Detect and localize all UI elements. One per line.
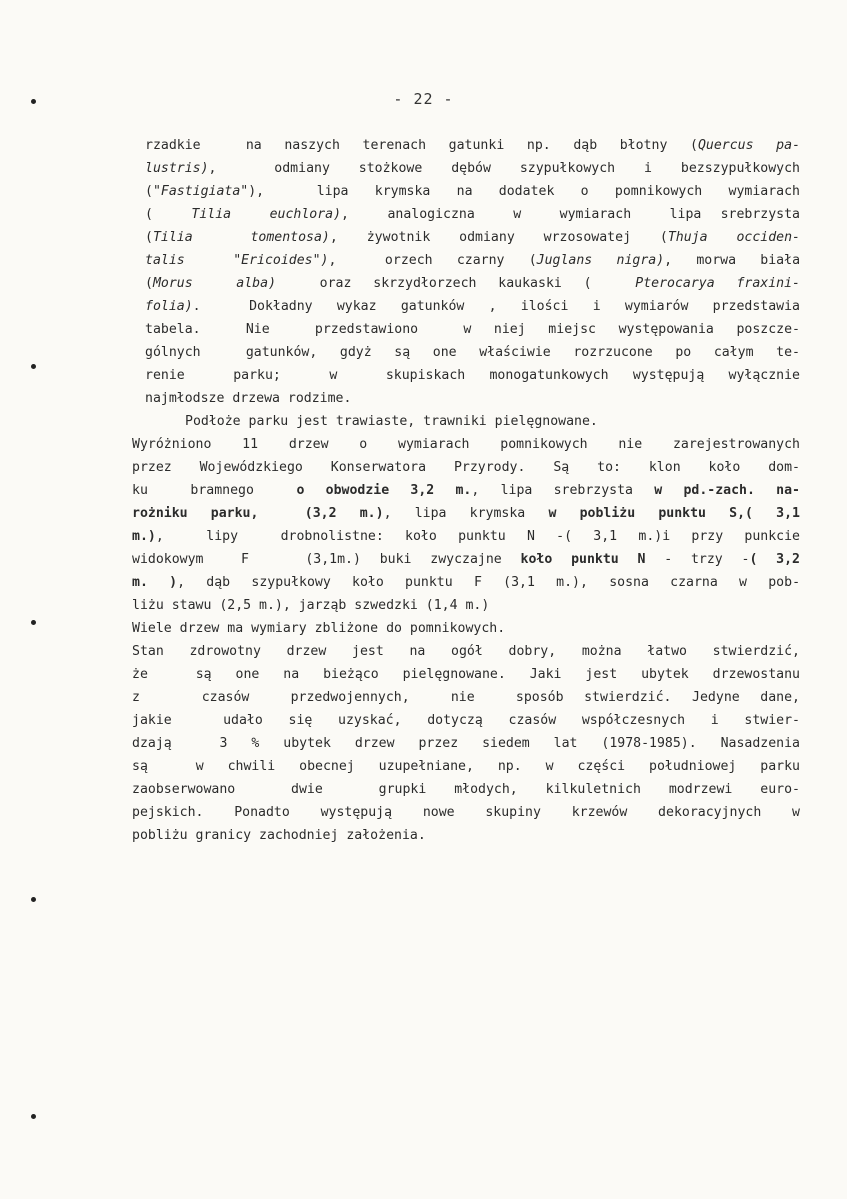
paragraph — [132, 433, 801, 617]
text-run: gólnych gatunków, gdyż są one właściwie rozrzucone po całym te- — [145, 345, 800, 360]
text-run: Stan zdrowotny drzew jest na ogół dobry, można łatwo stwierdzić, — [132, 644, 800, 659]
text-run: , dąb szypułkowy koło punktu F (3,1 m.), sosna czarna w pob- — [177, 575, 801, 590]
text-line — [145, 410, 800, 433]
text-run: renie parku; w skupiskach monogatunkowych występują wyłącznie — [145, 368, 800, 383]
text-run: najmłodsze drzewa rodzime. — [145, 391, 352, 406]
text-line — [145, 226, 800, 249]
paragraph — [145, 134, 800, 410]
text-run: zaobserwowano dwie grupki młodych, kilkuletnich modrzewi euro- — [132, 782, 800, 797]
text-run: , lipy drobnolistne: koło punktu N -( 3,1 m.)i przy punkcie — [155, 529, 800, 544]
text-line — [132, 709, 800, 732]
text-line — [132, 732, 800, 755]
text-run: - trzy - — [645, 552, 750, 567]
punch-hole-mark — [31, 897, 36, 902]
italic-text: folia) — [145, 299, 193, 314]
text-run: przez Wojewódzkiego Konserwatora Przyrody. Są to: klon koło dom- — [132, 460, 800, 475]
text-run: oraz skrzydłorzech kaukaski ( — [276, 276, 636, 291]
italic-text: Pterocarya fraxini- — [635, 276, 800, 291]
bold-text: m.) — [132, 529, 156, 544]
text-line — [132, 433, 800, 456]
text-line — [132, 755, 800, 778]
text-line — [132, 525, 800, 548]
text-line — [132, 456, 800, 479]
text-run: dzają 3 % ubytek drzew przez siedem lat (1978-1985). Nasadzenia — [132, 736, 800, 751]
text-run: ( — [145, 276, 153, 291]
italic-text: Quercus pa- — [697, 138, 801, 153]
italic-text: Thuja occiden- — [667, 230, 800, 245]
punch-hole-mark — [31, 1114, 36, 1119]
document-body — [132, 134, 801, 847]
text-run: pobliżu granicy zachodniej założenia. — [132, 828, 426, 843]
text-line — [145, 364, 800, 387]
text-run: (" — [145, 184, 161, 199]
italic-text: talis "Ericoides") — [145, 253, 329, 268]
italic-text: Tilia tomentosa) — [152, 230, 330, 245]
text-line — [145, 295, 800, 318]
text-run: , żywotnik odmiany wrzosowatej ( — [329, 230, 668, 245]
text-run: Podłoże parku jest trawiaste, trawniki pielęgnowane. — [185, 414, 598, 429]
paragraph — [132, 617, 800, 640]
text-run: ( — [145, 230, 153, 245]
text-run: jakie udało się uzyskać, dotyczą czasów współczesnych i stwier- — [132, 713, 800, 728]
text-line — [145, 341, 800, 364]
bold-text: koło punktu N — [520, 552, 646, 567]
text-line — [132, 548, 800, 571]
text-line — [132, 824, 800, 847]
text-line — [132, 617, 800, 640]
text-run: , analogiczna w wymiarach lipa srebrzysta — [341, 207, 800, 222]
italic-text: Morus alba) — [152, 276, 277, 291]
text-run: Wiele drzew ma wymiary zbliżone do pomnikowych. — [132, 621, 506, 636]
text-line — [132, 663, 800, 686]
text-run: , lipa srebrzysta — [471, 483, 655, 498]
bold-text: o obwodzie 3,2 m. — [296, 483, 472, 498]
text-run: ( — [145, 207, 192, 222]
text-line — [145, 180, 800, 203]
bold-text: w pd.-zach. na- — [654, 483, 800, 498]
text-run: widokowym F (3,1m.) buki zwyczajne — [132, 552, 521, 567]
text-line — [145, 203, 800, 226]
text-line — [132, 686, 800, 709]
text-line — [132, 571, 800, 594]
text-run: że są one na bieżąco pielęgnowane. Jaki jest ubytek drzewostanu — [132, 667, 800, 682]
bold-text: w pobliżu punktu S,( 3,1 — [548, 506, 800, 521]
page-number: - 22 - — [393, 90, 454, 108]
text-run: , orzech czarny ( — [328, 253, 537, 268]
text-line — [145, 387, 800, 410]
text-run: . Dokładny wykaz gatunków , ilości i wymiarów przedstawia — [192, 299, 800, 314]
text-line — [145, 157, 800, 180]
text-run: "), lipa krymska na dodatek o pomnikowych wymiarach — [240, 184, 800, 199]
text-line — [145, 249, 800, 272]
bold-text: m. ) — [132, 575, 178, 590]
italic-text: Tilia euchlora) — [191, 207, 342, 222]
text-line — [132, 594, 800, 617]
text-run: ku bramnego — [132, 483, 297, 498]
text-run — [258, 506, 304, 521]
punch-hole-mark — [31, 364, 36, 369]
punch-hole-mark — [31, 620, 36, 625]
text-line — [132, 778, 800, 801]
text-run: z czasów przedwojennych, nie sposób stwierdzić. Jedyne dane, — [132, 690, 800, 705]
text-line — [145, 134, 800, 157]
text-run: , odmiany stożkowe dębów szypułkowych i bezszypułkowych — [208, 161, 800, 176]
bold-text: rożniku parku, — [132, 506, 259, 521]
text-run: , lipa krymska — [383, 506, 549, 521]
italic-text: Fastigiata — [160, 184, 241, 199]
italic-text: Juglans nigra) — [536, 253, 665, 268]
text-run: , morwa biała — [664, 253, 801, 268]
text-run: liżu stawu (2,5 m.), jarząb szwedzki (1,4 m.) — [132, 598, 490, 613]
text-line — [132, 801, 800, 824]
italic-text: lustris) — [145, 161, 209, 176]
text-run: rzadkie na naszych terenach gatunki np. dąb błotny ( — [145, 138, 698, 153]
bold-text: (3,2 m.) — [304, 506, 384, 521]
text-run: są w chwili obecnej uzupełniane, np. w części południowej parku — [132, 759, 800, 774]
bold-text: ( 3,2 — [749, 552, 801, 567]
text-run: tabela. Nie przedstawiono w niej miejsc występowania poszcze- — [145, 322, 800, 337]
paragraph — [145, 410, 800, 433]
text-line — [145, 272, 800, 295]
text-line — [132, 502, 800, 525]
paragraph — [132, 640, 800, 847]
text-line — [132, 640, 800, 663]
text-line — [145, 318, 800, 341]
text-run: Wyróżniono 11 drzew o wymiarach pomnikowych nie zarejestrowanych — [132, 437, 800, 452]
text-line — [132, 479, 800, 502]
text-run: pejskich. Ponadto występują nowe skupiny krzewów dekoracyjnych w — [132, 805, 800, 820]
